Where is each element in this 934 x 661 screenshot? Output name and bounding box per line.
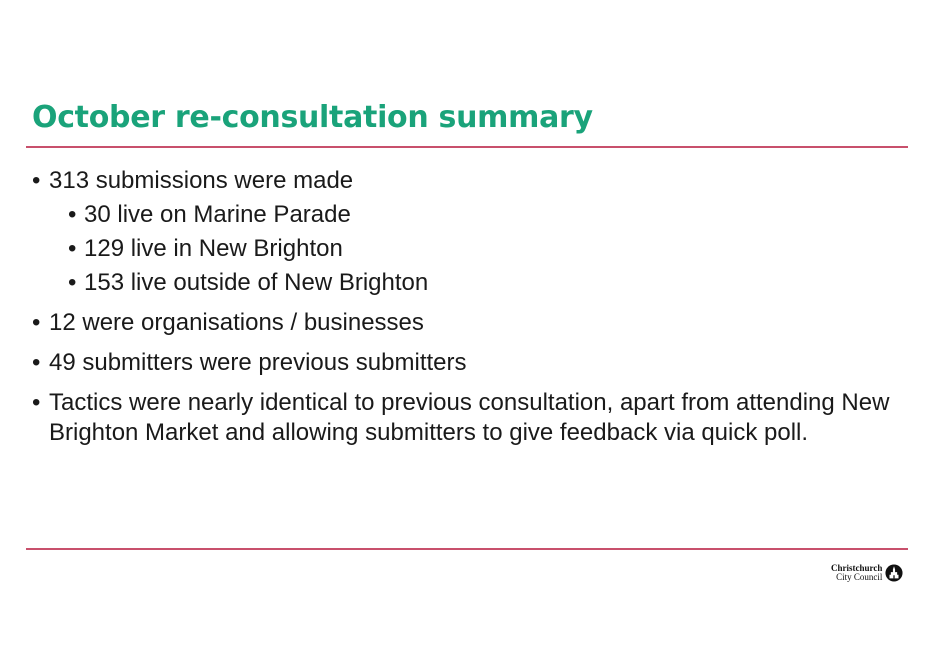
bullet-item (32, 348, 902, 378)
logo-line-1: Christchurch (831, 563, 883, 573)
bullet-text: 313 submissions were made (49, 167, 354, 194)
bullet-text: 12 were organisations / businesses (49, 309, 424, 336)
bullet-list (32, 166, 902, 448)
bullet-item (32, 166, 902, 298)
title-divider (26, 146, 908, 148)
bullet-item (32, 388, 902, 448)
logo-wordmark (831, 564, 882, 582)
sub-bullet-item: • 153 live outside of New Brighton (68, 268, 902, 298)
logo-line-2: City Council (836, 572, 883, 582)
cathedral-emblem-icon (885, 564, 903, 582)
bullet-text: Tactics were nearly identical to previous consultation, apart from attending New Brighton Market and allowing submitters to give feedback via quick poll. (49, 389, 890, 446)
bullet-item (32, 308, 902, 338)
footer-divider (26, 548, 908, 550)
bullet-text: 49 submitters were previous submitters (49, 349, 467, 376)
slide-content (32, 166, 902, 458)
sub-bullet-item: • 30 live on Marine Parade (68, 200, 902, 230)
sub-bullet-list (49, 200, 902, 298)
sub-bullet-item: • 129 live in New Brighton (68, 234, 902, 264)
slide-title: October re-consultation summary (32, 100, 593, 135)
christchurch-city-council-logo (831, 564, 903, 582)
